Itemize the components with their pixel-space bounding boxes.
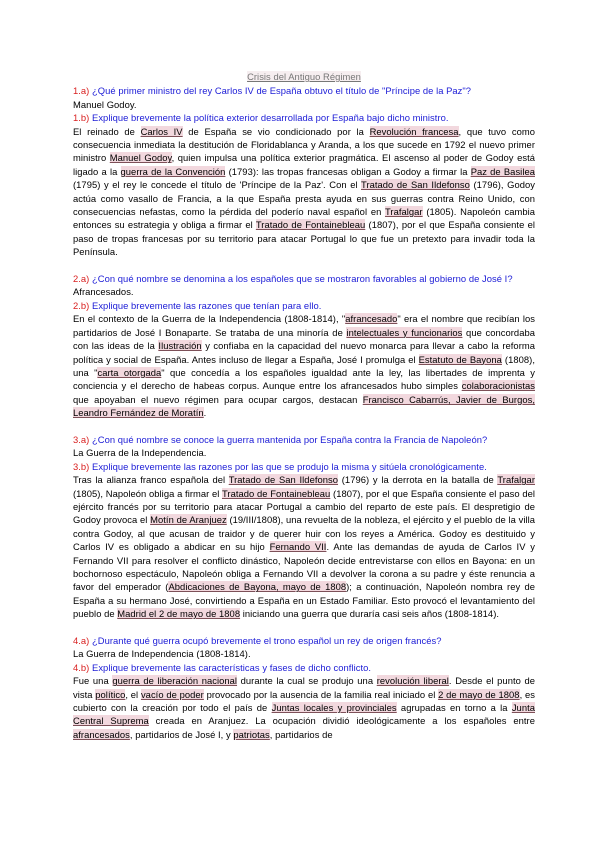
paragraph-text: (1796) y la derrota en la batalla de xyxy=(338,474,498,486)
highlighted-term: colaboracionistas xyxy=(461,380,535,392)
paragraph-text: iniciando una guerra que duraría casi seis años (1808-1814). xyxy=(240,608,500,620)
paragraph-text: (19/III/1808), una revuelta de la nobleza, el ejército y el pueblo de la villa contra Godoy, al que acusan de traidor y de querer huir con los reyes a América. Godoy es destituido y Carlos IV es obligado a abdicar en su hijo xyxy=(73,514,535,553)
highlighted-term: Tratado de Fontainebleau xyxy=(221,487,331,499)
answer-paragraph xyxy=(73,125,535,259)
question-number: 2.a) xyxy=(73,273,90,285)
paragraph-text: (1805), Napoleón obliga a firmar el xyxy=(73,487,222,499)
paragraph-text: . Desde el punto de vista xyxy=(73,675,536,700)
paragraph-text: " que concedía a los españoles igualdad ante la ley, las libertades de imprenta y conciencia y el derecho de habeas corpus. Aunque entre los afrancesados hubo simples xyxy=(73,366,535,392)
question-a xyxy=(73,634,535,647)
paragraph-text: (1795) y el rey le concede el título de 'Príncipe de la Paz'. Con el xyxy=(73,179,362,191)
sections-container xyxy=(73,84,535,741)
question-b xyxy=(73,111,535,124)
highlighted-term: Trafalgar xyxy=(497,474,535,486)
question-number: 4.b) xyxy=(73,661,90,673)
question-a xyxy=(73,84,535,97)
question-text: Explique brevemente las características y fases de dicho conflicto. xyxy=(92,661,372,673)
highlighted-term: Estatuto de Bayona xyxy=(418,353,502,365)
paragraph-text: , quien impulsa una política exterior pragmática. El ascenso al poder de Godoy está ligado a la xyxy=(73,152,535,177)
document-content xyxy=(73,70,535,741)
document-title: Crisis del Antiguo Régimen xyxy=(247,71,361,82)
section-1 xyxy=(73,84,535,272)
answer-paragraph xyxy=(73,473,535,620)
highlighted-term: Motín de Aranjuez xyxy=(150,514,227,526)
highlighted-term: Ilustración xyxy=(158,340,202,352)
paragraph-text: , que tuvo como consecuencia inmediata la destitución de Floridablanca y Aranda, a los que sucede en 1792 el nuevo primer ministro xyxy=(73,125,535,164)
paragraph-text: (1796), Godoy actúa como vasallo de Francia, a la que España presta ayuda en sus guerras contra Reino Unido, con consecuencias nefastas, como la pérdida del poderío naval español en xyxy=(73,179,535,218)
paragraph-text: que concordaba con las ideas de la xyxy=(73,326,535,352)
question-text: ¿Qué primer ministro del rey Carlos IV de España obtuvo el título de "Príncipe de la Paz"? xyxy=(92,85,472,97)
paragraph-text: (1807), por el que España consiente el paso de tropas francesas por su territorio para atacar Portugal lo que fue un pretexto para invadir toda la Península. xyxy=(73,219,535,258)
question-b xyxy=(73,299,535,312)
highlighted-term: vacío de poder xyxy=(140,688,204,700)
section-gap xyxy=(73,259,535,272)
question-text: Explique brevemente las razones por las que se produjo la misma y sitúela cronológicamente. xyxy=(92,460,487,472)
paragraph-text: provocado por la ausencia de la familia real iniciado el xyxy=(203,688,439,700)
paragraph-text: (1793): las tropas francesas obligan a Godoy a firmar la xyxy=(225,165,471,177)
highlighted-term: Revolución francesa xyxy=(369,125,459,137)
paragraph-text: durante la cual se produjo una xyxy=(237,675,377,687)
paragraph-text: . Ante las demandas de ayuda de Carlos IV y Fernando VII para resolver el conflicto dinástico, Napoleón decide entrevistarse con ellos en Bayona: en un bochornoso espectáculo, Napoleón obliga a Fernando VII a devolver la corona a su padre y éste renuncia a favor del emperador ( xyxy=(73,541,535,593)
question-b xyxy=(73,460,535,473)
paragraph-text: (1808), una " xyxy=(73,353,535,378)
question-number: 4.a) xyxy=(73,635,90,647)
paragraph-text: de España se vio condicionado por la xyxy=(182,125,370,137)
paragraph-text: , es cubierto con la creación por todo el país de xyxy=(73,688,535,714)
question-number: 3.b) xyxy=(73,460,90,472)
paragraph-text: Tras la alianza franco española del xyxy=(73,474,229,486)
section-gap xyxy=(73,621,535,634)
paragraph-text: . xyxy=(203,407,207,419)
highlighted-term: carta otorgada xyxy=(97,366,162,378)
paragraph-text: creada en Aranjuez. La ocupación dividió ideológicamente a los españoles entre xyxy=(148,715,535,727)
highlighted-term: Fernando VII xyxy=(269,541,327,553)
paragraph-text: y confiaba en la capacidad del nuevo monarca para llevar a cabo la reforma política y social de España. Antes incluso de llegar a España, José I promulga el xyxy=(73,340,535,365)
question-text: Explique brevemente las razones que tenían para ello. xyxy=(92,299,322,311)
question-text: ¿Durante qué guerra ocupó brevemente el trono español un rey de origen francés? xyxy=(92,635,442,647)
highlighted-term: Tratado de Fontainebleau xyxy=(255,219,366,231)
highlighted-term: intelectuales y funcionarios xyxy=(346,326,463,338)
paragraph-text: , partidarios de xyxy=(269,728,333,740)
question-number: 1.b) xyxy=(73,112,90,124)
paragraph-text: , el xyxy=(125,688,141,700)
highlighted-term: guerra de liberación nacional xyxy=(112,675,238,687)
section-gap xyxy=(73,420,535,433)
short-answer: La Guerra de Independencia (1808-1814). xyxy=(73,648,251,660)
highlighted-term: revolución liberal xyxy=(376,675,449,687)
short-answer: Manuel Godoy. xyxy=(73,98,137,110)
section-2 xyxy=(73,272,535,433)
highlighted-term: Tratado de San Ildefonso xyxy=(361,179,470,191)
paragraph-text: , partidarios de José I, y xyxy=(129,728,234,740)
answer-paragraph xyxy=(73,312,535,419)
highlighted-term: 2 de mayo de 1808 xyxy=(438,688,520,700)
highlighted-term: Manuel Godoy xyxy=(109,152,172,164)
question-number: 3.a) xyxy=(73,433,90,445)
question-text: Explique brevemente la política exterior desarrollada por España bajo dicho ministro. xyxy=(92,112,449,124)
highlighted-term: Paz de Basilea xyxy=(470,165,535,177)
highlighted-term: Juntas locales y provinciales xyxy=(271,702,397,714)
highlighted-term: guerra de la Convención xyxy=(120,165,226,177)
highlighted-term: afrancesado xyxy=(345,313,398,325)
paragraph-text: El reinado de xyxy=(73,125,141,137)
question-text: ¿Con qué nombre se denomina a los españoles que se mostraron favorables al gobierno de José I? xyxy=(92,273,513,285)
section-3 xyxy=(73,433,535,634)
highlighted-term: Trafalgar xyxy=(384,206,423,218)
highlighted-term: Tratado de San Ildefonso xyxy=(228,474,339,486)
question-text: ¿Con qué nombre se conoce la guerra mantenida por España contra la Francia de Napoleón? xyxy=(92,433,488,445)
paragraph-text: que apoyaban el nuevo régimen para ocupar cargos, destacan xyxy=(73,393,363,405)
short-answer: La Guerra de la Independencia. xyxy=(73,447,207,459)
highlighted-term: Carlos IV xyxy=(140,125,183,137)
paragraph-text: " era el nombre que recibían los partidarios de José I Bonaparte. Se trataba de una minoría de xyxy=(73,313,535,338)
paragraph-text: (1805). Napoleón cambia entonces su estrategia y obliga a firmar el xyxy=(73,206,535,231)
highlighted-term: patriotas xyxy=(233,728,270,740)
question-number: 2.b) xyxy=(73,299,90,311)
question-number: 1.a) xyxy=(73,85,90,97)
answer-paragraph xyxy=(73,674,535,741)
paragraph-text: (1807), por el que España consiente el paso del ejército francés por su territorio para atacar Portugal a cambio del reparto de este país. El despretigio de Godoy provoca el xyxy=(73,487,535,526)
paragraph-text: agrupadas en torno a la xyxy=(396,702,512,714)
highlighted-term: Francisco Cabarrús, Javier de Burgos, Leandro Fernández de Moratín xyxy=(73,393,536,419)
short-answer: Afrancesados. xyxy=(73,286,134,298)
paragraph-text: ); a continuación, Napoleón nombra rey de España a su hermano José, convirtiendo a España en un Estado Familiar. Esto provocó el levantamiento del pueblo de xyxy=(73,581,535,620)
highlighted-term: afrancesados xyxy=(73,728,130,740)
paragraph-text: En el contexto de la Guerra de la Independencia (1808-1814), " xyxy=(73,313,346,325)
question-b xyxy=(73,661,535,674)
question-a xyxy=(73,272,535,285)
highlighted-term: Abdicaciones de Bayona, mayo de 1808 xyxy=(168,581,347,593)
paragraph-text: Fue una xyxy=(73,675,113,687)
highlighted-term: Junta Central Suprema xyxy=(73,702,535,727)
highlighted-term: Madrid el 2 de mayo de 1808 xyxy=(117,608,241,620)
highlighted-term: político xyxy=(95,688,126,700)
question-a xyxy=(73,433,535,446)
section-4 xyxy=(73,634,535,741)
